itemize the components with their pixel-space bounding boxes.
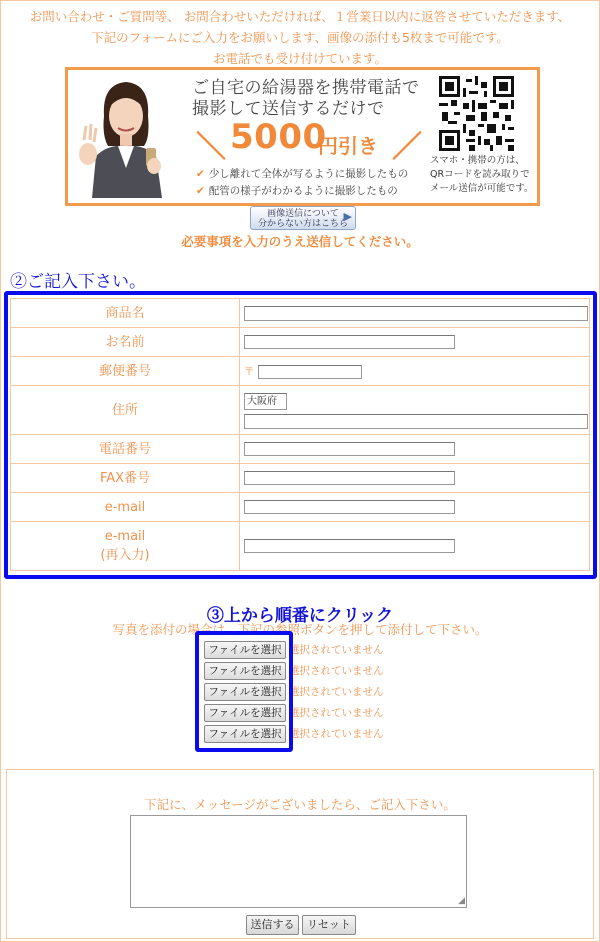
prefecture-input[interactable]: 大阪府 <box>244 393 287 410</box>
check-item <box>196 166 408 181</box>
resize-handle-icon[interactable]: ◢ <box>458 896 465 906</box>
product-label: 商品名 <box>11 299 240 328</box>
choose-file-button[interactable]: ファイルを選択 <box>204 683 286 701</box>
email-confirm-label-line: (再入力) <box>100 548 150 563</box>
photo-note: 写真を添付の場合は、下記の参照ボタンを押して添付して下さい。 <box>112 622 488 637</box>
step3-title: ③上から順番にクリック <box>206 606 394 626</box>
check-item <box>196 183 398 198</box>
choose-file-button[interactable]: ファイルを選択 <box>204 641 286 659</box>
check-text: 配管の様子がわかるように撮影したもの <box>208 185 398 197</box>
image-help-button[interactable] <box>250 206 356 230</box>
qr-note <box>430 154 534 196</box>
address-label: 住所 <box>11 386 240 435</box>
email-label: e-mail <box>11 493 240 522</box>
email-confirm-label-line: e-mail <box>104 529 146 544</box>
qr-note-line: スマホ・携帯の方は、 <box>430 155 525 166</box>
required-note: 必要事項を入力のうえ送信してください。 <box>181 234 419 249</box>
message-label: 下記に、メッセージがございましたら、ご記入下さい。 <box>144 797 456 812</box>
name-label: お名前 <box>11 328 240 357</box>
discount-amount: 5000 <box>230 117 327 157</box>
postal-label: 郵便番号 <box>11 357 240 386</box>
choose-file-button[interactable]: ファイルを選択 <box>204 725 286 743</box>
message-textarea[interactable] <box>130 815 467 908</box>
fax-label: FAX番号 <box>11 464 240 493</box>
step2-highlight-box <box>4 291 597 579</box>
discount-unit: 円引き <box>318 134 378 158</box>
choose-file-button[interactable]: ファイルを選択 <box>204 662 286 680</box>
intro-line: お電話でも受け付けています。 <box>212 51 387 66</box>
file-status: 選択されていません <box>289 728 384 740</box>
qr-note-line: QRコードを読み取りで <box>430 169 530 180</box>
step3-highlight-box <box>195 631 293 752</box>
banner-title <box>192 78 420 120</box>
phone-label: 電話番号 <box>11 435 240 464</box>
reset-button[interactable]: リセット <box>302 915 356 935</box>
help-button-line: 分からない方はこちら <box>257 219 348 229</box>
intro-line: お問い合わせ・ご質問等、 お問合わせいただければ、１営業日以内に返答させていただきます、 <box>29 9 571 24</box>
step2-title: ②ご記入下さい。 <box>10 272 146 292</box>
banner-title-line: ご自宅の給湯器を携帯電話で <box>192 78 420 98</box>
check-icon: ✔ <box>196 168 205 180</box>
help-button-line: 画像送信について <box>267 209 339 219</box>
file-status: 選択されていません <box>289 644 384 656</box>
slash-right: ／ <box>392 130 422 165</box>
qr-code-icon <box>439 76 514 151</box>
intro-text <box>0 6 600 69</box>
woman-photo <box>74 76 174 198</box>
file-status: 選択されていません <box>289 665 384 677</box>
submit-button[interactable]: 送信する <box>246 915 299 935</box>
play-triangle-icon: ▶ <box>343 210 352 223</box>
banner-title-line: 撮影して送信するだけで <box>192 99 385 119</box>
slash-left: ＼ <box>196 130 226 165</box>
qr-note-line: メール送信が可能です。 <box>430 183 534 194</box>
postal-mark: 〒 <box>244 367 254 378</box>
discount-banner <box>65 67 540 206</box>
file-status: 選択されていません <box>289 686 384 698</box>
check-text: 少し離れて全体が写るように撮影したもの <box>208 168 409 180</box>
check-icon: ✔ <box>196 185 205 197</box>
choose-file-button[interactable]: ファイルを選択 <box>204 704 286 722</box>
file-status: 選択されていません <box>289 707 384 719</box>
intro-line: 下記のフォームにご入力をお願いします、画像の添付も5枚まで可能です。 <box>91 30 509 45</box>
